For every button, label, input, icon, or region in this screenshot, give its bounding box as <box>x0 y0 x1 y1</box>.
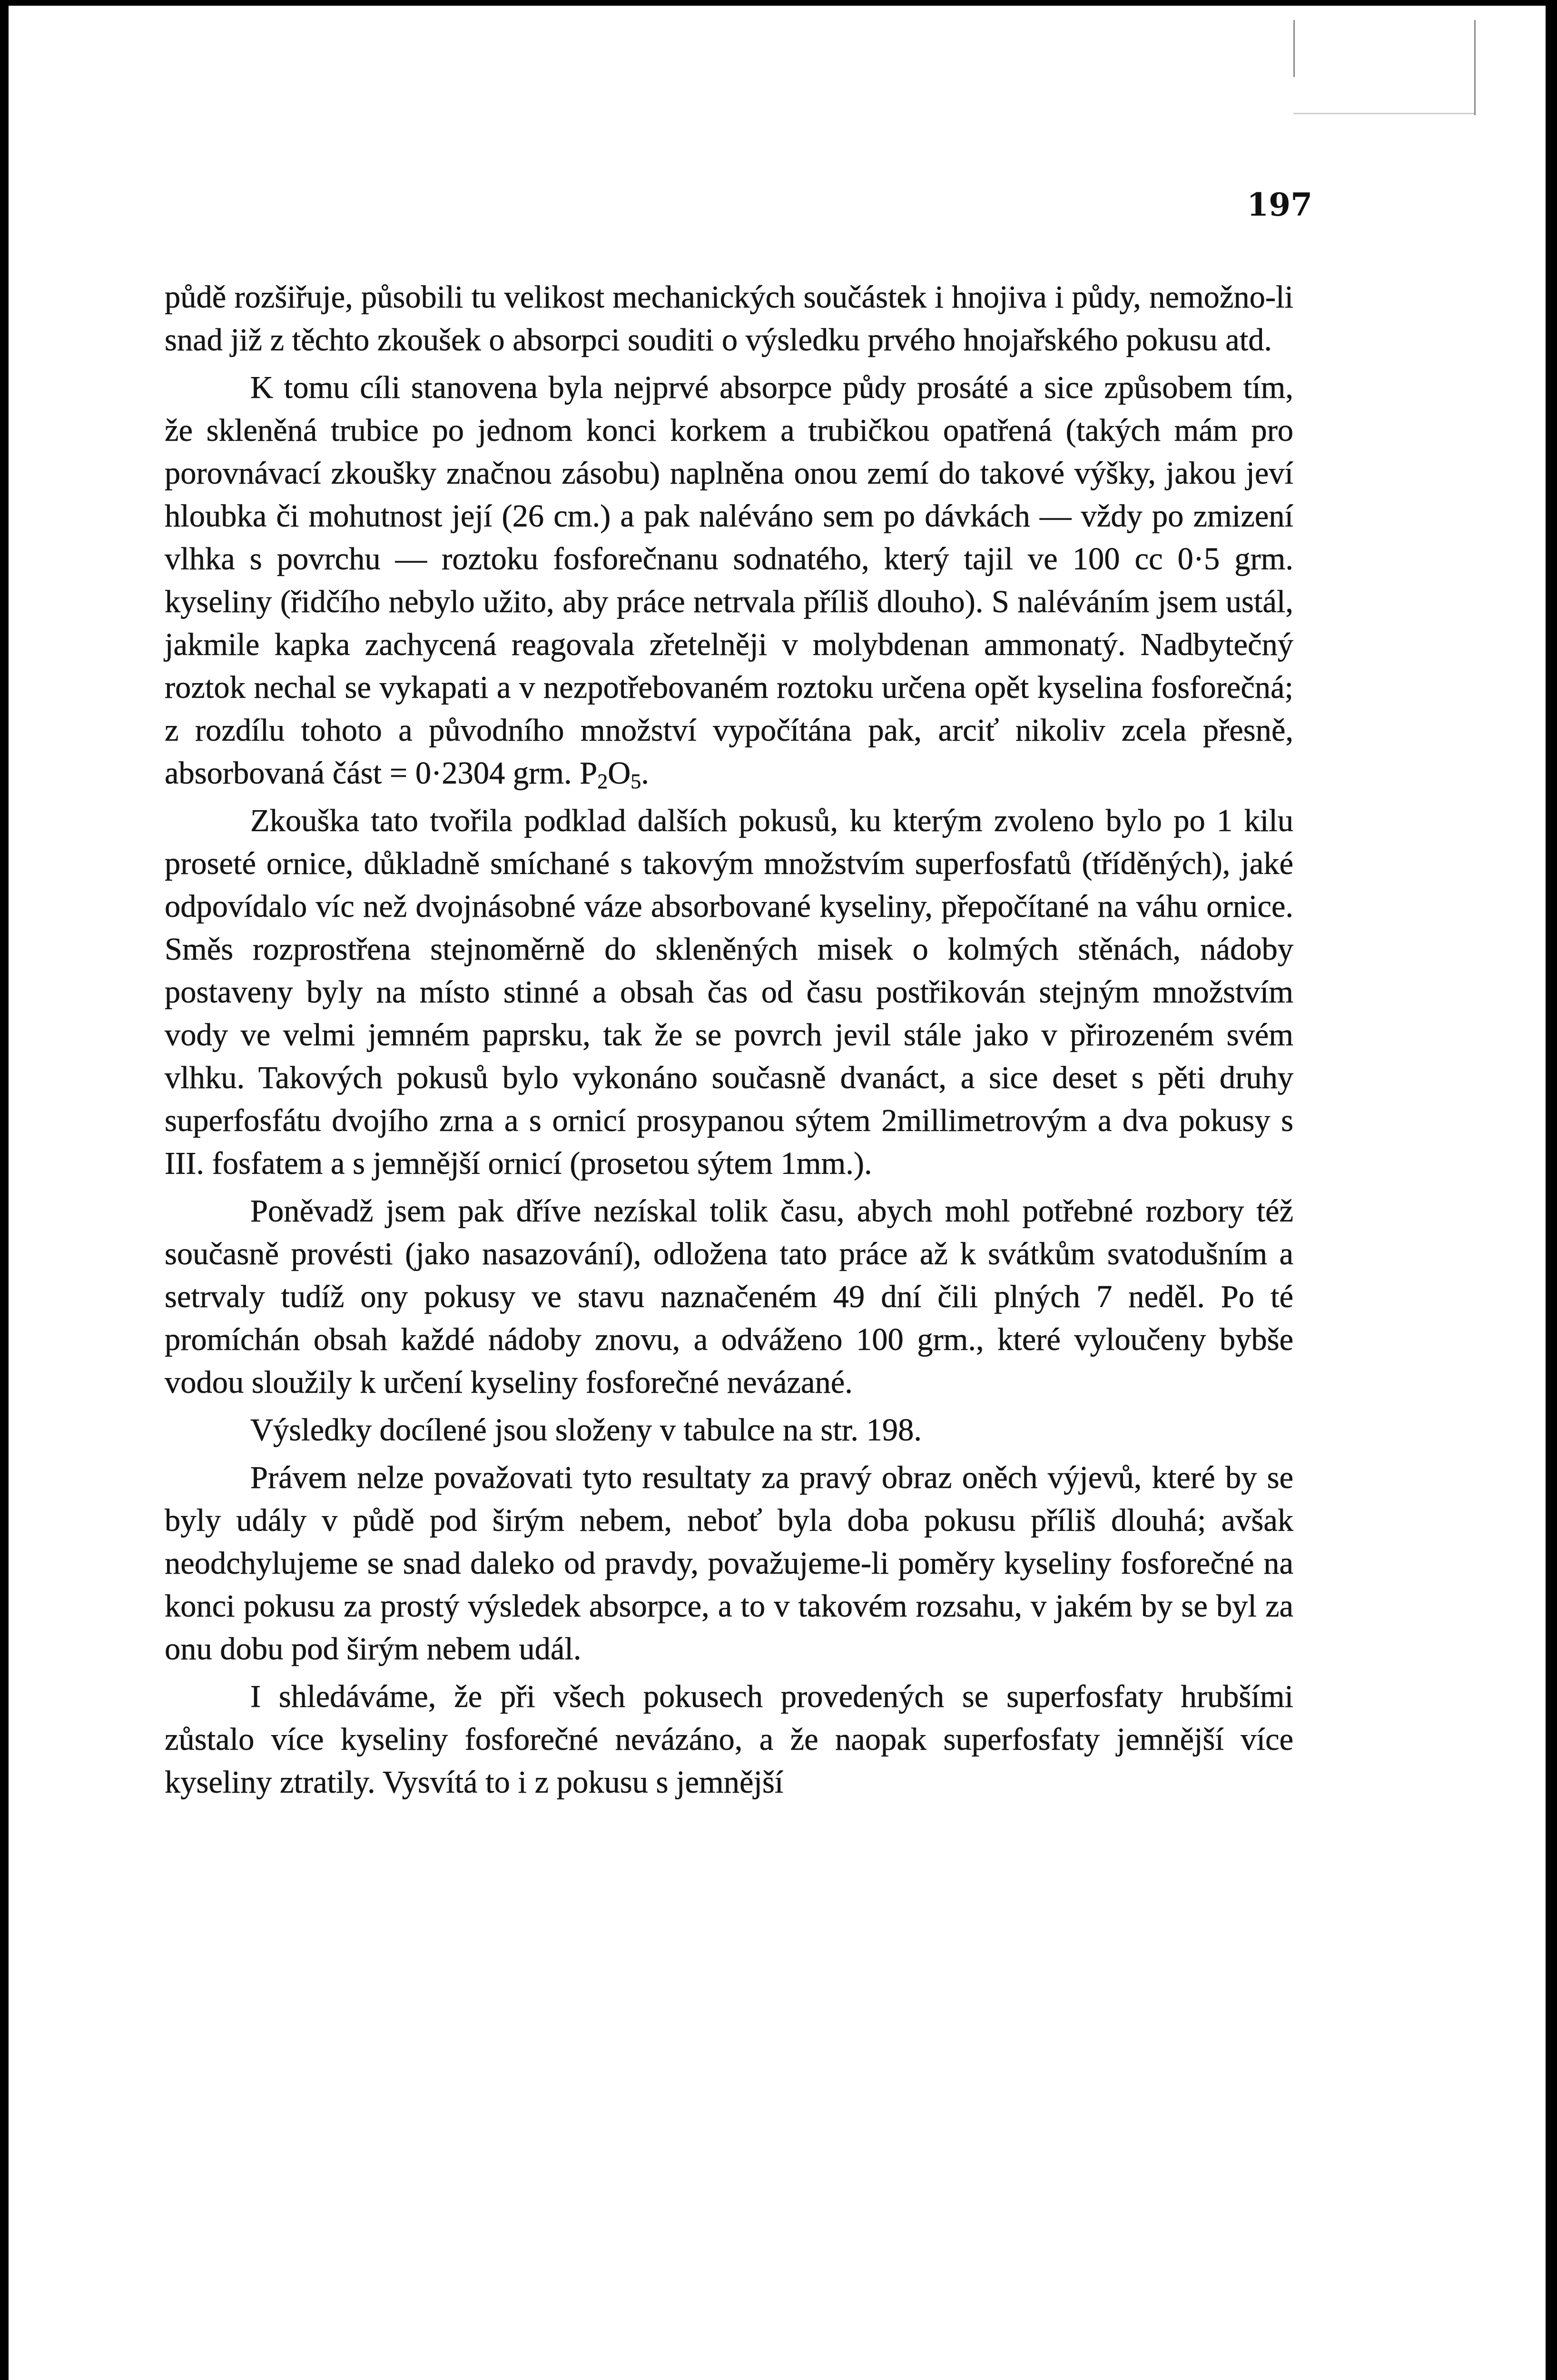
paragraph: I shledáváme, že při všech pokusech provedených se superfosfaty hrubšími zůstalo více kyseliny fosforečné nevázáno, a že naopak superfosfaty jemnější více kyseliny ztratily. Vysvítá to i z pokusu s jemnější <box>165 1679 1293 1800</box>
paragraph-text: K tomu cíli stanovena byla nejprvé absorpce půdy prosáté a sice způsobem tím, že skleněná trubice po jednom konci korkem a trubičkou opatřená (takých mám pro porovnávací zkoušky značnou zásobu) naplněna onou zemí do takové výšky, jakou jeví hloubka či mohutnost její (26 cm.) a pak naléváno sem po dávkách — vždy po zmizení vlhka s povrchu — roztoku fosforečnanu sodnatého, který tajil ve 100 cc 0·5 grm. kyseliny (řidčího nebylo užito, aby práce netrvala příliš dlouho). S naléváním jsem ustál, jakmile kapka zachycená reagovala zřetelněji v molybdenan ammonatý. Nadbytečný roztok nechal se vykapati a v nezpotřebovaném roztoku určena opět kyselina fosforečná; z rozdílu tohoto a původního množství vypočítána pak, arciť nikoliv zcela přesně, absorbovaná část = 0·2304 grm. <box>165 370 1293 791</box>
paragraph: půdě rozšiřuje, působili tu velikost mechanických součástek i hnojiva i půdy, nemožno-li snad již z těchto zkoušek o absorpci souditi o výsledku prvého hnojařského pokusu atd. <box>165 280 1293 357</box>
scan-margin-mark <box>1293 20 1295 77</box>
paragraph <box>165 367 1293 795</box>
book-page <box>9 6 1546 2380</box>
chemical-formula: $P_2O_5$. <box>580 756 649 793</box>
paragraph: Poněvadž jsem pak dříve nezískal tolik času, abych mohl potřebné rozbory též současně provésti (jako nasazování), odložena tato práce až k svátkům svatodušním a setrvaly tudíž ony pokusy ve stavu naznačeném 49 dní čili plných 7 neděl. Po té promíchán obsah každé nádoby znovu, a odváženo 100 grm., které vyloučeny bybše vodou sloužily k určení kyseliny fosforečné nevázané. <box>165 1194 1293 1400</box>
body-text <box>165 276 1293 1809</box>
scan-margin-mark <box>1474 20 1476 115</box>
paragraph: Zkouška tato tvořila podklad dalších pokusů, ku kterým zvoleno bylo po 1 kilu proseté ornice, důkladně smíchané s takovým množstvím superfosfatů (tříděných), jaké odpovídalo víc než dvojnásobné váze absorbované kyseliny, přepočítané na váhu ornice. Směs rozprostřena stejnoměrně do skleněných misek o kolmých stěnách, nádoby postaveny byly na místo stinné a obsah čas od času postřikován stejným množstvím vody ve velmi jemném paprsku, tak že se povrch jevil stále jako v přirozeném svém vlhku. Takových pokusů bylo vykonáno současně dvanáct, a sice deset s pěti druhy superfosfátu dvojího zrna a s ornicí prosypanou sýtem 2millimetrovým a dva pokusy s III. fosfatem a s jemnější ornicí (prosetou sýtem 1mm.). <box>165 803 1293 1181</box>
page-number: 197 <box>1247 186 1312 223</box>
paragraph: Výsledky docílené jsou složeny v tabulce na str. 198. <box>250 1413 922 1448</box>
scan-margin-mark <box>1293 113 1474 114</box>
paragraph: Právem nelze považovati tyto resultaty za pravý obraz oněch výjevů, které by se byly udály v půdě pod širým nebem, neboť byla doba pokusu příliš dlouhá; avšak neodchylujeme se snad daleko od pravdy, považujeme-li poměry kyseliny fosforečné na konci pokusu za prostý výsledek absorpce, a to v takovém rozsahu, v jakém by se byl za onu dobu pod širým nebem udál. <box>165 1460 1293 1666</box>
